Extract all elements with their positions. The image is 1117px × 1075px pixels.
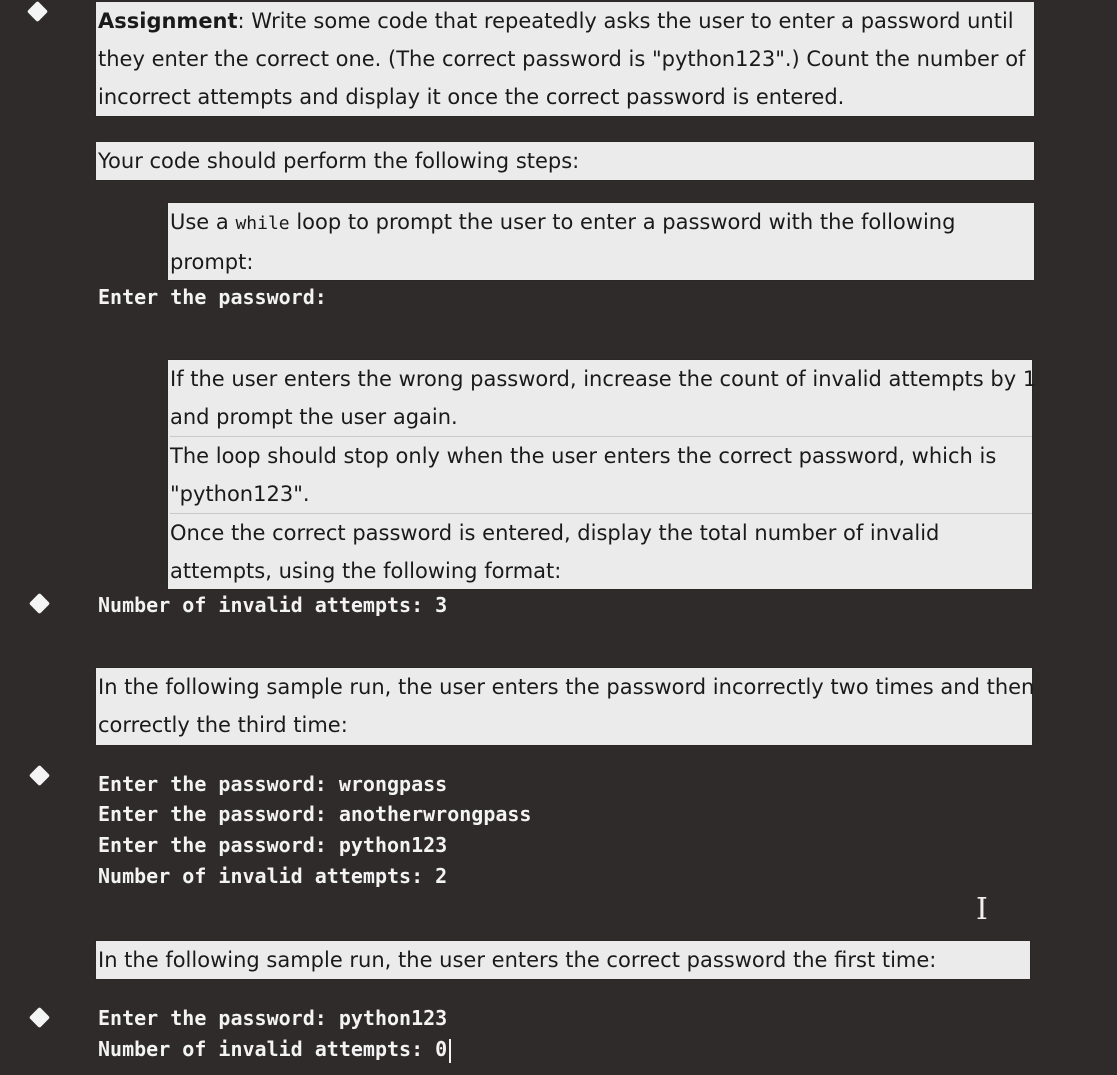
bullet-diamond-icon: [29, 593, 50, 614]
steps-2-4-box: [168, 360, 1037, 589]
bullet-diamond-icon: [29, 1007, 50, 1028]
step-2-line-1: If the user enters the wrong password, increase the count of invalid attempts by 1: [170, 367, 1037, 391]
sample-2-intro-text: In the following sample run, the user enters the correct password the first time:: [98, 948, 937, 972]
sample-1-intro-box: [96, 668, 1035, 745]
steps-intro-text: Your code should perform the following steps:: [98, 149, 580, 173]
text-caret: [449, 1039, 451, 1063]
steps-intro-box: [96, 142, 1034, 180]
step-4-line-1: Once the correct password is entered, display the total number of invalid: [170, 513, 1032, 552]
sample-2-intro-box: [96, 941, 1030, 979]
sample-2-line-2: Number of invalid attempts: 0: [98, 1034, 451, 1064]
sample-1-line-4: Number of invalid attempts: 2: [98, 864, 448, 888]
assignment-line-3: incorrect attempts and display it once the correct password is entered.: [98, 85, 845, 109]
prompt-example: Enter the password:: [98, 285, 327, 309]
text-cursor-icon: I: [976, 892, 988, 927]
step-1-line-1: Use a while loop to prompt the user to enter a password with the following: [170, 210, 956, 234]
sample-1-line-3: Enter the password: python123: [98, 833, 448, 857]
assignment-line-1: Assignment: Write some code that repeatedly asks the user to enter a password until: [98, 9, 1014, 33]
step-3-line-2: "python123".: [170, 482, 310, 506]
sample-1-line-1: Enter the password: wrongpass: [98, 772, 448, 796]
step-1-line-2: prompt:: [170, 250, 254, 274]
assignment-box: [96, 2, 1034, 116]
step-3-line-1: The loop should stop only when the user enters the correct password, which is: [170, 436, 1032, 475]
sample-1-line-2: Enter the password: anotherwrongpass: [98, 802, 532, 826]
bullet-diamond-icon: [27, 1, 48, 22]
assignment-line-2: they enter the correct one. (The correct password is "python123".) Count the number of: [98, 47, 1026, 71]
bullet-diamond-icon: [29, 765, 50, 786]
sample-1-intro-line-1: In the following sample run, the user enters the password incorrectly two times and then: [98, 675, 1035, 699]
sample-1-intro-line-2: correctly the third time:: [98, 713, 348, 737]
step-4-line-2: attempts, using the following format:: [170, 559, 562, 583]
step-2-line-2: and prompt the user again.: [170, 405, 458, 429]
step-1-box: [168, 203, 1034, 280]
format-example: Number of invalid attempts: 3: [98, 593, 448, 617]
sample-2-line-1: Enter the password: python123: [98, 1006, 448, 1030]
while-keyword: while: [235, 213, 290, 234]
